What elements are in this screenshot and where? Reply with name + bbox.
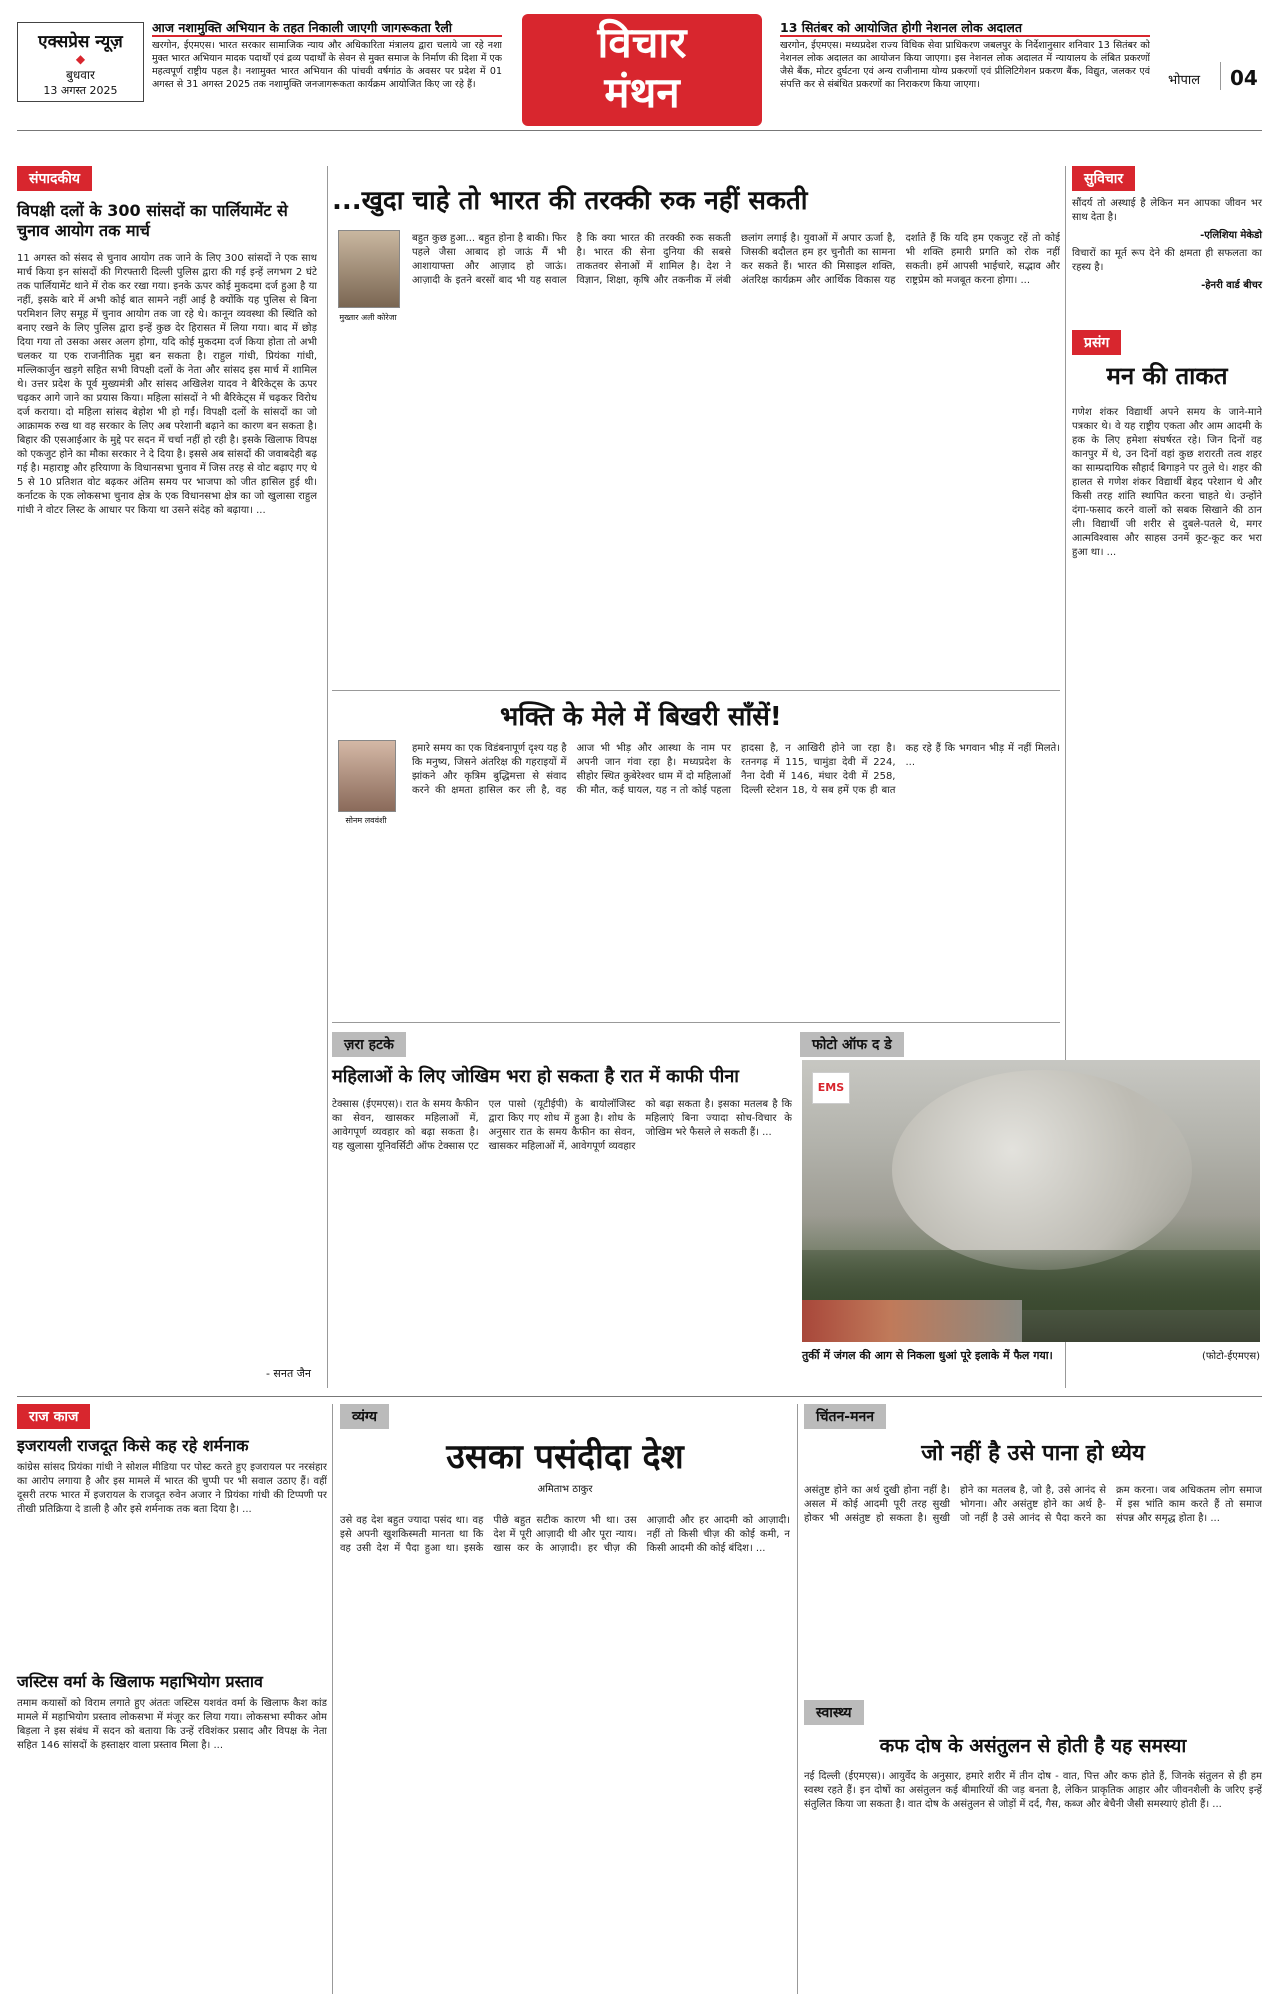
masthead-line1: विचार: [597, 18, 687, 67]
brand-ornament-icon: ◆: [75, 52, 86, 66]
header-rule: [17, 130, 1262, 131]
zara-hatke-tag: ज़रा हटके: [332, 1032, 406, 1057]
chintan-tag: चिंतन-मनन: [804, 1404, 886, 1429]
lead-rule: [332, 690, 1060, 691]
prasang-body: गणेश शंकर विद्यार्थी अपने समय के जाने-माने पत्रकार थे। वे यह राष्ट्रीय एकता और आम आदमी के हक के लिए हमेशा संघर्षरत रहे। जिन दिनों वह कानपुर में थे, उन दिनों वहां कुछ शरारती तत्व शहर का साम्प्रदायिक सौहार्द बिगाड़ने पर तुले थे। शहर की हालत से गणेश शंकर विद्यार्थी बेहद परेशान थे और किसी तरह शांति स्थापित करना चाहते थे। उन्होंने दंगा-फसाद करने वालों को सबक सिखाने की ठान ली। विद्यार्थी जी शरीर से दुबले-पतले थे, मगर आत्मविश्वास और साहस उनमें कूट-कूट कर भरा हुआ था। ...: [1072, 407, 1262, 558]
lead-author-name: मुख्तार अली कोरेजा: [339, 313, 397, 322]
vyangya-tag: व्यंग्य: [340, 1404, 389, 1429]
bhakti-headline: भक्ति के मेले में बिखरी साँसें!: [500, 702, 782, 732]
prasang-headline: मन की ताकत: [1106, 362, 1228, 390]
header-city: भोपाल: [1168, 73, 1201, 88]
suvichar-tag: सुविचार: [1072, 166, 1135, 191]
swasthya-body: नई दिल्ली (ईएमएस)। आयुर्वेद के अनुसार, हमारे शरीर में तीन दोष - वात, पित्त और कफ होते हैं, जिनके संतुलन से ही हम स्वस्थ रहते हैं। इन दोषों का असंतुलन कई बीमारियों की जड़ बनता है, लेकिन प्राकृतिक आहार और जीवनशैली के जरिए इन्हें संतुलित किया जा सकता है। वात दोष के असंतुलन से जोड़ों में दर्द, गैस, कब्ज और बेचैनी जैसी समस्याएं होती हैं। ...: [804, 1771, 1262, 1810]
swasthya-tag: स्वास्थ्य: [804, 1700, 864, 1725]
rooftops-shape: [802, 1300, 1022, 1342]
vyangya-author: अमिताभ ठाकुर: [537, 1484, 593, 1495]
lead-headline: ...खुदा चाहे तो भारत की तरक्की रुक नहीं सकती: [332, 186, 808, 216]
brand-name: एक्सप्रेस न्यूज़: [38, 32, 123, 52]
prasang-section: [1072, 330, 1262, 1020]
page-number: 04: [1230, 66, 1258, 90]
header-day: बुधवार: [66, 68, 95, 82]
rajkaj-body2: तमाम कयासों को विराम लगाते हुए अंततः जस्टिस यशवंत वर्मा के खिलाफ कैश कांड मामले में महाभियोग प्रस्ताव लोकसभा में मंजूर कर लिया गया। लोकसभा स्पीकर ओम बिड़ला ने इस संबंध में सदन को बताया कि उन्हें रविशंकर प्रसाद और विपक्ष के नेता सहित 146 सांसदों के हस्ताक्षर वाला प्रस्ताव मिला है। ...: [17, 1698, 327, 1751]
bhakti-author-photo: [338, 740, 396, 812]
prasang-tag: प्रसंग: [1072, 330, 1121, 355]
photo-of-day-tag: फोटो ऑफ द डे: [800, 1032, 904, 1057]
smoke-plume-shape: [892, 1070, 1192, 1270]
suvichar-quote2: विचारों का मूर्त रूप देने की क्षमता ही सफलता का रहस्य है।: [1072, 248, 1262, 273]
photo-of-day-credit: (फोटो-ईएमएस): [1201, 1351, 1260, 1362]
lead-body: बहुत कुछ हुआ... बहुत होना है बाकी। फिर पहले जैसा आबाद हो जाऊं मैं भी आशायाफ्ता और आज़ाद हो जाऊं। आज़ादी के इतने बरसों बाद भी यह सवाल है कि क्या भारत की तरक्की रुक सकती है। भारत की सेना दुनिया की सबसे ताकतवर सेनाओं में शामिल है। देश ने विज्ञान, शिक्षा, कृषि और तकनीक में लंबी छलांग लगाई है। युवाओं में अपार ऊर्जा है, जिसकी बदौलत हम हर चुनौती का सामना कर सकते हैं। भारत की मिसाइल शक्ति, अंतरिक्ष कार्यक्रम और आर्थिक विकास यह दर्शाते हैं कि यदि हम एकजुट रहें तो कोई भी शक्ति हमारी प्रगति को रोक नहीं सकती। हमें आपसी भाईचारे, सद्भाव और राष्ट्रप्रेम को मजबूत करना होगा। ...: [412, 233, 1060, 286]
sampadakiya-tag: संपादकीय: [17, 166, 92, 191]
swasthya-headline: कफ दोष के असंतुलन से होती है यह समस्या: [879, 1735, 1187, 1757]
zara-hatke-section: [332, 1032, 792, 1388]
sampadakiya-body: 11 अगस्त को संसद से चुनाव आयोग तक जाने के लिए 300 सांसदों ने एक साथ मार्च किया इन सांसदों की गिरफ्तारी दिल्ली पुलिस द्वारा की गई इन्हें लगभग 2 घंटे तक पार्लियामेंट थाने में रोक कर रखा गया। इनके ऊपर कोई मुकदमा दर्ज हुआ है या नहीं, इसके बारे में अभी कोई बात सामने नहीं आई है क्योंकि यह पुलिस से बिना परमिशन लिए समूह में चुनाव आयोग तक जा रहे थे। कानून व्यवस्था की स्थिति को बनाए रखने के लिए पुलिस द्वारा इन्हें कुछ देर हिरासत में लिया गया। बाद में छोड़ दिया गया तो उसका असर अलग होगा, यदि कोई मुकदमा दर्ज किया होता तो अभी चलकर या एक राजनीतिक मुद्दा बन सकता है। राहुल गांधी, प्रियंका गांधी, मल्लिकार्जुन खड़गे सहित सभी विपक्षी दलों के नेता और सांसद इस मार्च में शामिल थे। उत्तर प्रदेश के पूर्व मुख्यमंत्री और सांसद अखिलेश यादव ने बैरिकेट्स के ऊपर चढ़कर आगे जाने का प्रयास किया। महिला सांसदों ने भी बैरिकेट्स में चढ़कर विरोध दर्ज कराया। दो महिला सांसद बेहोश भी हो गईं। विपक्षी दलों के सांसदों का जो आक्रामक रुख था वह सरकार के लिए अब परेशानी बढ़ाने का कारण बन सकता है। बिहार की एसआईआर के मुद्दे पर सदन में चर्चा नहीं हो रही है। इसके खिलाफ विपक्ष को एकजुट होने का मौका सरकार ने दे दिया है। इससे अब सांसदों की जवाबदेही बढ़ गई है। महाराष्ट्र और हरियाणा के विधानसभा चुनाव में जिस तरह से वोट बढ़ाए गए थे 5 से 10 प्रतिशत वोट बढ़कर अंतिम समय पर भाजपा को जीत हासिल हुई थी। कर्नाटक के एक लोकसभा चुनाव क्षेत्र के एक विधानसभा क्षेत्र का जो खुलासा राहुल गांधी ने वोटर लिस्ट के आधार पर किया था उसने संदेह को बढ़ाया। ...: [17, 253, 317, 516]
photo-of-day-section: [800, 1032, 1262, 1388]
top-news-right: [780, 20, 1150, 110]
zara-hatke-body: टेक्सास (ईएमएस)। रात के समय कैफीन का सेवन, खासकर महिलाओं में, आवेगपूर्ण व्यवहार को बढ़ा सकता है। यह खुलासा यूनिवर्सिटी ऑफ टेक्सास एट एल पासो (यूटीईपी) के बायोलॉजिस्ट द्वारा किए गए शोध में हुआ है। शोध के अनुसार रात के समय कैफीन का सेवन, खासकर महिलाओं में, आवेगपूर्ण व्यवहार को बढ़ा सकता है। इसका मतलब है कि महिलाएं बिना ज्यादा सोच-विचार के जोखिम भरे फैसले ले सकती हैं। ...: [332, 1099, 792, 1152]
suvichar-quote1: सौंदर्य तो अस्थाई है लेकिन मन आपका जीवन भर साथ देता है।: [1072, 198, 1262, 223]
bhakti-author-name: सोनम लववंशी: [345, 816, 387, 825]
rajkaj-headline1: इजरायली राजदूत किसे कह रहे शर्मनाक: [17, 1436, 249, 1455]
mid-page-rule: [17, 1396, 1262, 1397]
top-news-left: [152, 20, 502, 102]
top-news-left-title: आज नशामुक्ति अभियान के तहत निकाली जाएगी जागरूकता रैली: [152, 20, 502, 37]
header-page-divider: [1220, 62, 1221, 90]
sampadakiya-author: - सनत जैन: [265, 1367, 311, 1380]
masthead-line2: मंथन: [604, 68, 680, 117]
lead-author-photo: [338, 230, 400, 308]
vyangya-section: [340, 1404, 790, 1994]
bhakti-rule: [332, 1022, 1060, 1023]
col-rule-3: [332, 1404, 333, 1994]
top-news-right-text: खरगोन, ईएमएस। मध्यप्रदेश राज्य विधिक सेवा प्राधिकरण जबलपुर के निर्देशानुसार शनिवार 13 सितंबर को नेशनल लोक अदालत का आयोजन किया जाएगा। इस नेशनल लोक अदालत में न्यायालय के लंबित प्रकरणों जैसे बैंक, मोटर दुर्घटना एवं अन्य राजीनामा योग्य प्रकरणों एवं प्रीलिटिगेशन प्रकरण बैंक, विद्युत, जलकर एवं संपत्ति कर से संबंधित प्रकरणों का निराकरण किया जाएगा।: [780, 40, 1150, 90]
suvichar-section: [1072, 166, 1262, 322]
suvichar-author1: -एलिशिया मेकेडो: [1200, 230, 1262, 241]
bhakti-body: हमारे समय का एक विडंबनापूर्ण दृश्य यह है कि मनुष्य, जिसने अंतरिक्ष की गहराइयों में झांकने और कृत्रिम बुद्धिमत्ता से संवाद करने की क्षमता हासिल कर ली है, वह आज भी भीड़ और आस्था के नाम पर अपनी जान गंवा रहा है। मध्यप्रदेश के सीहोर स्थित कुबेरेश्वर धाम में दो महिलाओं की मौत, कई घायल, यह न तो कोई पहला हादसा है, न आखिरी होने जा रहा है। रतनगढ़ में 115, चामुंडा देवी में 224, नैना देवी में 146, मंधार देवी में 258, दिल्ली स्टेशन 18, ये सब हमें एक ही बात कह रहे हैं कि भगवान भीड़ में नहीं मिलते। ...: [412, 743, 1060, 796]
sampadakiya-section: [17, 166, 317, 1388]
sampadakiya-headline: विपक्षी दलों के 300 सांसदों का पार्लियामेंट से चुनाव आयोग तक मार्च: [17, 201, 288, 240]
vyangya-headline: उसका पसंदीदा देश: [446, 1437, 684, 1477]
top-news-right-title: 13 सितंबर को आयोजित होगी नेशनल लोक अदालत: [780, 20, 1150, 37]
chintan-section: [804, 1404, 1262, 1690]
col-rule-4: [797, 1404, 798, 1994]
header-date-box: [17, 22, 144, 102]
photo-of-day-caption: तुर्की में जंगल की आग से निकला धुआं पूरे इलाके में फैल गया।: [802, 1349, 1053, 1362]
rajkaj-body1: कांग्रेस सांसद प्रियंका गांधी ने सोशल मीडिया पर पोस्ट करते हुए इजरायल पर नरसंहार का आरोप लगाया है और इस मामले में भारत की चुप्पी पर भी सवाल उठाए हैं। वहीं दूसरी तरफ भारत में इजरायल के राजदूत रुवेन अजार ने प्रियंका गांधी की टिप्पणी पर तीखी प्रतिक्रिया दे डाली है और इसे शर्मनाक तक बता दिया है। ...: [17, 1462, 327, 1515]
header-date: 13 अगस्त 2025: [43, 84, 118, 97]
chintan-headline: जो नहीं है उसे पाना हो ध्येय: [921, 1441, 1145, 1466]
ems-watermark: EMS: [812, 1072, 850, 1104]
chintan-body: असंतुष्ट होने का अर्थ दुखी होना नहीं है। असल में कोई आदमी पूरी तरह सुखी होकर भी असंतुष्ट हो सकता है। सुखी होने का मतलब है, जो है, उसे आनंद से भोगना। और असंतुष्ट होने का अर्थ है- जो नहीं है उसे आनंद से पैदा करने का क्रम करना। जब अधिकतम लोग समाज में इस भांति काम करते हैं तो समाज संपन्न और समृद्ध होता है। ...: [804, 1485, 1262, 1524]
suvichar-author2: -हेनरी वार्ड बीचर: [1201, 280, 1262, 291]
rajkaj-section: [17, 1404, 327, 1994]
col-rule-1: [327, 166, 328, 1388]
masthead: [522, 14, 762, 126]
vyangya-body: उसे वह देश बहुत ज्यादा पसंद था। वह इसे अपनी खुशकिस्मती मानता था कि वह उसी देश में पैदा हुआ था। इसके पीछे बहुत सटीक कारण भी था। उस देश में पूरी आज़ादी थी और पूरा न्याय। खास कर के आज़ादी। हर चीज़ की आज़ादी और हर आदमी को आज़ादी। नहीं तो किसी चीज़ की कोई कमी, न किसी आदमी की कोई बंदिश। ...: [340, 1515, 790, 1554]
photo-of-day-image: [802, 1060, 1260, 1342]
rajkaj-tag: राज काज: [17, 1404, 90, 1429]
swasthya-section: [804, 1700, 1262, 1994]
rajkaj-headline2: जस्टिस वर्मा के खिलाफ महाभियोग प्रस्ताव: [17, 1672, 263, 1691]
top-news-left-text: खरगोन, ईएमएस। भारत सरकार सामाजिक न्याय और अधिकारिता मंत्रालय द्वारा चलाये जा रहे नशा मुक्त भारत अभियान मादक पदार्थों एवं द्रव्य पदार्थों के सेवन से मुक्त समाज के निर्माण की दिशा में एक महत्वपूर्ण राष्ट्रीय पहल है। नशामुक्त भारत अभियान की पांचवी वर्षगांठ के अवसर पर प्रदेश में 01 अगस्त से 31 अगस्त 2025 तक नशामुक्ति जनजागरूकता कार्यक्रम आयोजित किए जा रहे हैं।: [152, 40, 502, 90]
zara-hatke-headline: महिलाओं के लिए जोखिम भरा हो सकता है रात में काफी पीना: [332, 1066, 739, 1087]
